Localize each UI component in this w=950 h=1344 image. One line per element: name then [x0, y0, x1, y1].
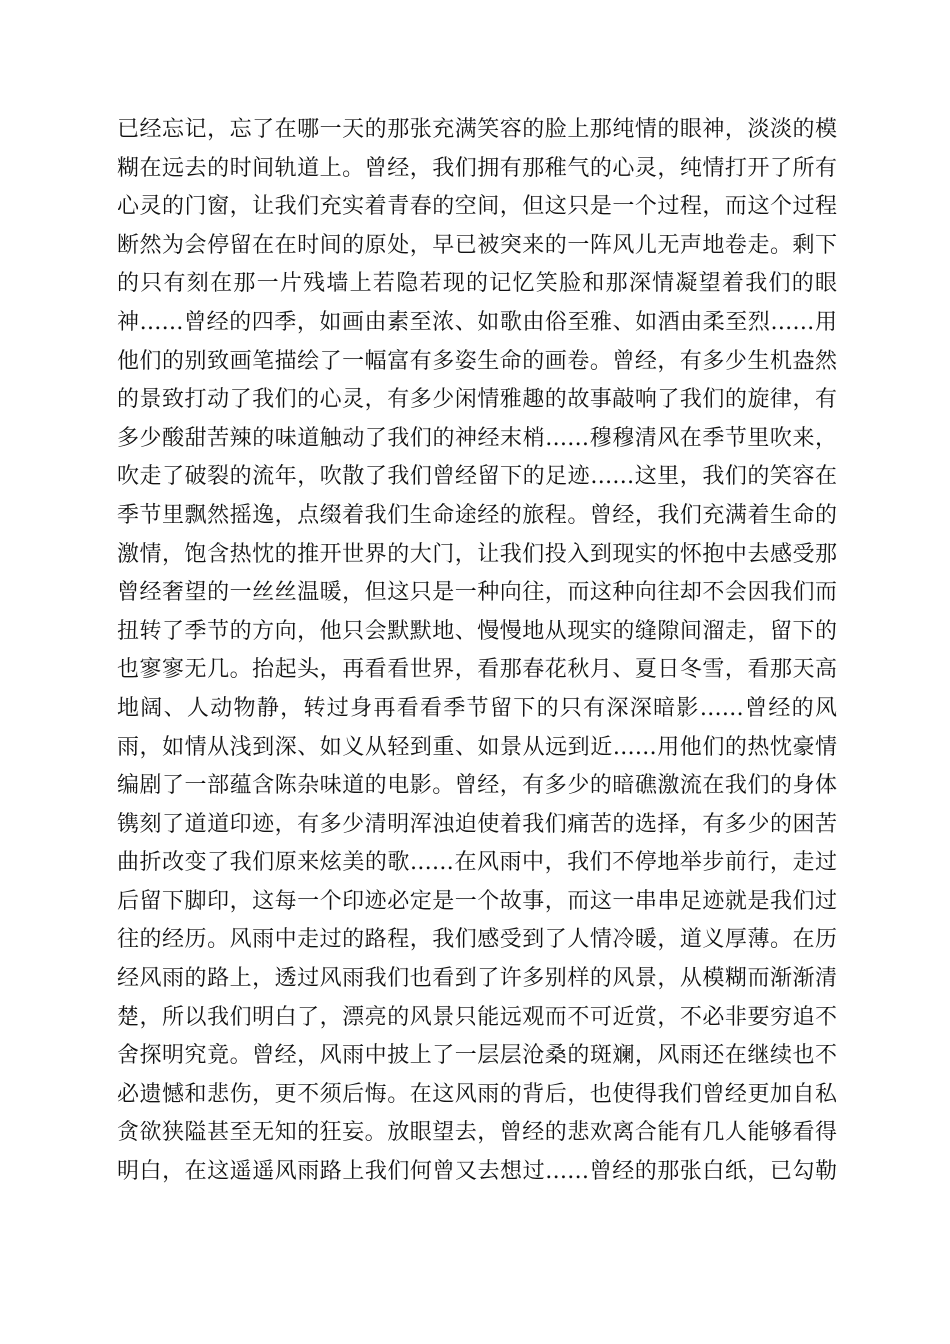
- text-line: 季节里飘然摇逸，点缀着我们生命途经的旅程。曾经，我们充满着生命的: [117, 502, 837, 528]
- text-line: 镌刻了道道印迹，有多少清明浑浊迫使着我们痛苦的选择，有多少的困苦: [117, 811, 837, 837]
- text-line: 雨，如情从浅到深、如义从轻到重、如景从远到近……用他们的热忱豪情: [117, 734, 837, 760]
- text-line: 已经忘记，忘了在哪一天的那张充满笑容的脸上那纯情的眼神，淡淡的模: [117, 117, 837, 142]
- text-line: 曲折改变了我们原来炫美的歌……在风雨中，我们不停地举步前行，走过: [117, 850, 837, 876]
- text-line: 神……曾经的四季，如画由素至浓、如歌由俗至雅、如酒由柔至烈……用: [117, 309, 837, 335]
- text-line: 糊在远去的时间轨道上。曾经，我们拥有那稚气的心灵，纯情打开了所有: [117, 155, 837, 181]
- text-line: 往的经历。风雨中走过的路程，我们感受到了人情冷暖，道义厚薄。在历: [117, 927, 837, 953]
- text-line: 明白，在这遥遥风雨路上我们何曾又去想过……曾经的那张白纸，已勾勒: [117, 1159, 837, 1185]
- text-line: 楚，所以我们明白了，漂亮的风景只能远观而不可近赏，不必非要穷追不: [117, 1004, 837, 1030]
- text-line: 舍探明究竟。曾经，风雨中披上了一层层沧桑的斑斓，风雨还在继续也不: [117, 1043, 837, 1069]
- text-line: 地阔、人动物静，转过身再看看季节留下的只有深深暗影……曾经的风: [117, 695, 837, 721]
- text-line: 经风雨的路上，透过风雨我们也看到了许多别样的风景，从模糊而渐渐清: [117, 966, 837, 992]
- text-line: 心灵的门窗，让我们充实着青春的空间，但这只是一个过程，而这个过程: [117, 194, 837, 220]
- text-line: 多少酸甜苦辣的味道触动了我们的神经末梢……穆穆清风在季节里吹来，: [117, 425, 837, 451]
- text-line: 的景致打动了我们的心灵，有多少闲情雅趣的故事敲响了我们的旋律，有: [117, 387, 837, 413]
- body-text: [117, 111, 837, 1192]
- text-line: 激情，饱含热忱的推开世界的大门，让我们投入到现实的怀抱中去感受那: [117, 541, 837, 567]
- text-line: 必遗憾和悲伤，更不须后悔。在这风雨的背后，也使得我们曾经更加自私: [117, 1081, 837, 1107]
- text-line: 扭转了季节的方向，他只会默默地、慢慢地从现实的缝隙间溜走，留下的: [117, 618, 837, 644]
- text-line: 他们的别致画笔描绘了一幅富有多姿生命的画卷。曾经，有多少生机盎然: [117, 348, 837, 374]
- text-line: 贪欲狭隘甚至无知的狂妄。放眼望去，曾经的悲欢离合能有几人能够看得: [117, 1120, 837, 1146]
- text-line: 断然为会停留在在时间的原处，早已被突来的一阵风儿无声地卷走。剩下: [117, 232, 837, 258]
- text-line: 吹走了破裂的流年，吹散了我们曾经留下的足迹……这里，我们的笑容在: [117, 464, 837, 490]
- text-line: 编剧了一部蕴含陈杂味道的电影。曾经，有多少的暗礁激流在我们的身体: [117, 773, 837, 799]
- text-line: 的只有刻在那一片残墙上若隐若现的记忆笑脸和那深情凝望着我们的眼: [117, 271, 837, 297]
- text-line: 曾经奢望的一丝丝温暖，但这只是一种向往，而这种向往却不会因我们而: [117, 580, 837, 606]
- text-line: 也寥寥无几。抬起头，再看看世界，看那春花秋月、夏日冬雪，看那天高: [117, 657, 837, 683]
- text-line: 后留下脚印，这每一个印迹必定是一个故事，而这一串串足迹就是我们过: [117, 888, 837, 914]
